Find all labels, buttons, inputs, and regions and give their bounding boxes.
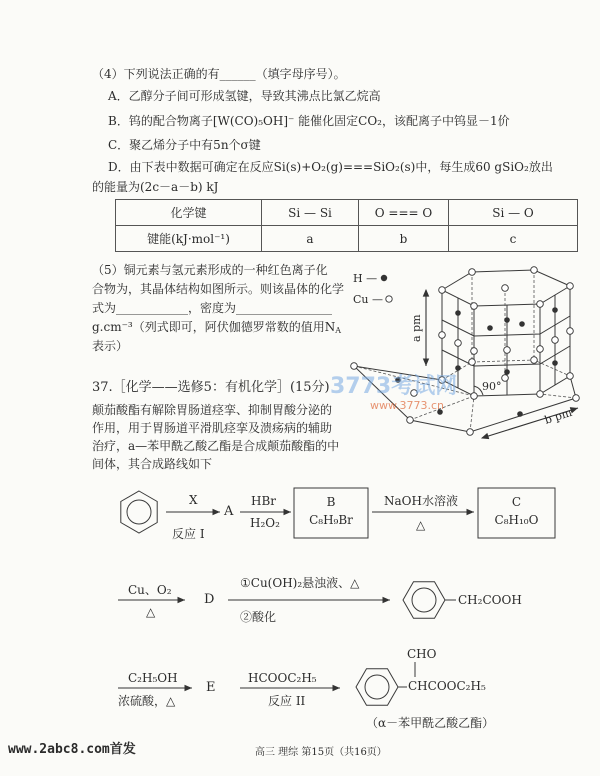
benzene-ring-product — [356, 662, 415, 705]
b-dimension-label: b pm — [542, 405, 574, 427]
table-cell: c — [449, 226, 578, 252]
watermark-brand: 3773考试网 — [330, 374, 458, 399]
q37-intro-line: 间体，其合成路线如下 — [92, 457, 213, 471]
step5-reagent: ①Cu(OH)₂悬浊液、△ — [240, 576, 360, 590]
crystal-structure-diagram — [351, 267, 580, 438]
table-header-row — [116, 200, 578, 226]
step5-condition: ②酸化 — [240, 610, 277, 624]
q5-line4-text: g.cm⁻³（列式即可，阿伏伽德罗常数的值用N — [92, 320, 336, 334]
compound-b-label: B — [326, 495, 336, 509]
step6-reagent: C₂H₅OH — [128, 671, 178, 685]
q5-line1: （5）铜元素与氢元素形成的一种红色离子化 — [92, 263, 328, 277]
step7-label: 反应 II — [268, 694, 306, 708]
table-header-cell: 化学键 — [116, 200, 262, 226]
acid-group: CH₂COOH — [458, 593, 522, 607]
step3-reagent: NaOH水溶液 — [384, 494, 458, 508]
table-row — [116, 226, 578, 252]
q4-option-b: B．钨的配合物离子[W(CO)₅OH]⁻ 能催化固定CO₂，该配离子中钨显－1价 — [108, 114, 510, 128]
compound-e: E — [206, 680, 216, 695]
step6-condition: 浓硫酸，△ — [118, 694, 176, 708]
bond-energy-table — [115, 199, 578, 252]
watermark-url: www.3773.cn — [370, 399, 444, 412]
table-header-cell: Si — O — [449, 200, 578, 226]
step2-reagent: HBr — [251, 494, 277, 508]
q37-intro-line: 作用，用于胃肠道平滑肌痉挛及溃疡病的辅助 — [92, 421, 333, 435]
q37-header: 37.［化学——选修5：有机化学］(15分) — [92, 380, 330, 395]
table-cell: a — [262, 226, 359, 252]
compound-a: A — [224, 504, 234, 519]
legend-copper-circle — [386, 296, 392, 302]
table-cell: 键能(kJ·mol⁻¹) — [116, 226, 262, 252]
legend-h-label: H — — [353, 272, 378, 285]
q4-stem: （4）下列说法正确的有______（填字母序号）。 — [92, 67, 346, 81]
step4-reagent: Cu、O₂ — [128, 583, 172, 597]
angle-label: 90° — [482, 380, 502, 393]
legend-hydrogen-dot — [381, 275, 387, 281]
step3-condition: △ — [416, 518, 426, 532]
step1-reagent: X — [189, 493, 198, 507]
footer-page-number: 高三 理综 第15页（共16页） — [255, 747, 387, 758]
a-dimension-label: a pm — [410, 314, 423, 342]
compound-c-formula: C₈H₁₀O — [494, 513, 539, 527]
q5-line3: 式为____________，密度为________________ — [92, 301, 333, 315]
step2-condition: H₂O₂ — [250, 516, 280, 530]
step4-condition: △ — [146, 605, 156, 619]
q37-intro-line: 治疗，a—苯甲酰乙酸乙酯是合成颠茄酸酯的中 — [92, 439, 340, 453]
legend-cu-label: Cu — — [353, 293, 383, 306]
q4-option-d-line1: D．由下表中数据可确定在反应Si(s)+O₂(g)===SiO₂(s)中，每生成60 gSiO₂放出 — [108, 160, 553, 174]
footer-source: www.2abc8.com首发 — [8, 742, 136, 757]
q5-line4 — [92, 320, 341, 338]
avogadro-subscript: A — [335, 326, 342, 335]
table-header-cell: Si — Si — [262, 200, 359, 226]
table-header-cell: O === O — [359, 200, 449, 226]
q5-line5: 表示） — [92, 339, 129, 353]
product-ester-chain: CHCOOC₂H₅ — [408, 679, 486, 693]
compound-c-label: C — [511, 495, 522, 509]
q37-intro-line: 颠茄酸酯有解除胃肠道痉挛、抑制胃酸分泌的 — [92, 403, 333, 417]
q4-option-d-line2: 的能量为(2c－a－b) kJ — [92, 180, 219, 194]
compound-d: D — [204, 592, 215, 607]
q4-option-c: C．聚乙烯分子中有5n个σ键 — [108, 138, 261, 152]
product-name: （α－苯甲酰乙酸乙酯） — [366, 716, 495, 730]
compound-b-formula: C₈H₉Br — [309, 513, 353, 527]
benzene-ring-acid — [403, 582, 456, 618]
q5-line2: 合物为，其晶体结构如图所示。则该晶体的化学 — [92, 282, 345, 296]
step7-reagent: HCOOC₂H₅ — [248, 671, 317, 685]
table-cell: b — [359, 226, 449, 252]
step1-label: 反应 I — [172, 527, 205, 541]
q4-option-a: A．乙醇分子间可形成氢键，导致其沸点比氯乙烷高 — [108, 89, 381, 103]
product-aldehyde-group: CHO — [407, 647, 437, 661]
benzene-ring-start — [121, 491, 157, 533]
